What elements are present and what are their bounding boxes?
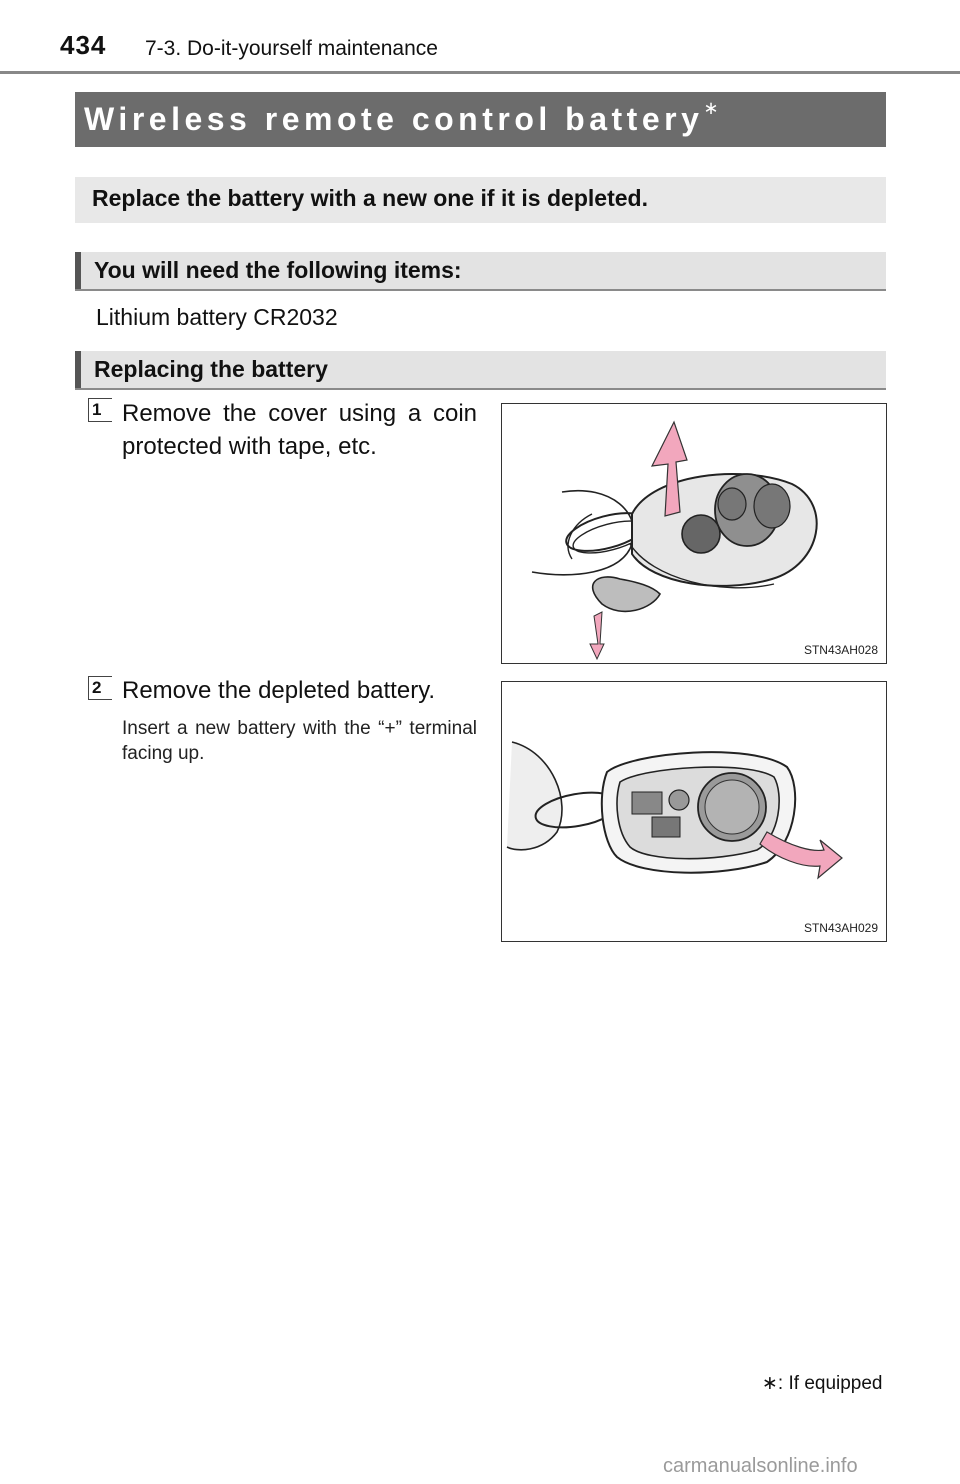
items-heading bbox=[75, 252, 886, 291]
step-text: Remove the cover using a coin protected with tape, etc. bbox=[122, 400, 477, 460]
figure-remove-battery bbox=[501, 681, 887, 942]
heading-bar bbox=[75, 252, 81, 289]
equipped-marker: ∗ bbox=[703, 98, 719, 119]
section-label: 7-3. Do-it-yourself maintenance bbox=[145, 37, 438, 60]
header-divider bbox=[0, 71, 960, 74]
step-number: 1 bbox=[88, 398, 112, 422]
heading-bar bbox=[75, 351, 81, 388]
footnote: ∗: If equipped bbox=[762, 1373, 883, 1394]
title-bar bbox=[75, 92, 886, 147]
items-heading-text: You will need the following items: bbox=[94, 257, 462, 283]
page-title-text: Wireless remote control battery bbox=[84, 101, 704, 137]
intro-text: Replace the battery with a new one if it is depleted. bbox=[92, 185, 648, 211]
figure-remove-cover bbox=[501, 403, 887, 664]
page-title bbox=[84, 98, 719, 138]
page-number: 434 bbox=[60, 30, 107, 60]
step-text: Remove the depleted battery. bbox=[122, 677, 436, 704]
intro-box bbox=[75, 177, 886, 223]
figure-code: STN43AH028 bbox=[803, 643, 878, 657]
step-note: Insert a new battery with the “+” terminal facing up. bbox=[122, 718, 477, 764]
replace-heading bbox=[75, 351, 886, 390]
watermark: carmanualsonline.info bbox=[663, 1455, 858, 1477]
key-fob-cover-illustration bbox=[502, 404, 886, 663]
step-number: 2 bbox=[88, 676, 112, 700]
figure-code: STN43AH029 bbox=[803, 921, 878, 935]
key-fob-battery-illustration bbox=[502, 682, 886, 941]
item-text: Lithium battery CR2032 bbox=[96, 304, 338, 330]
replace-heading-text: Replacing the battery bbox=[94, 356, 328, 382]
